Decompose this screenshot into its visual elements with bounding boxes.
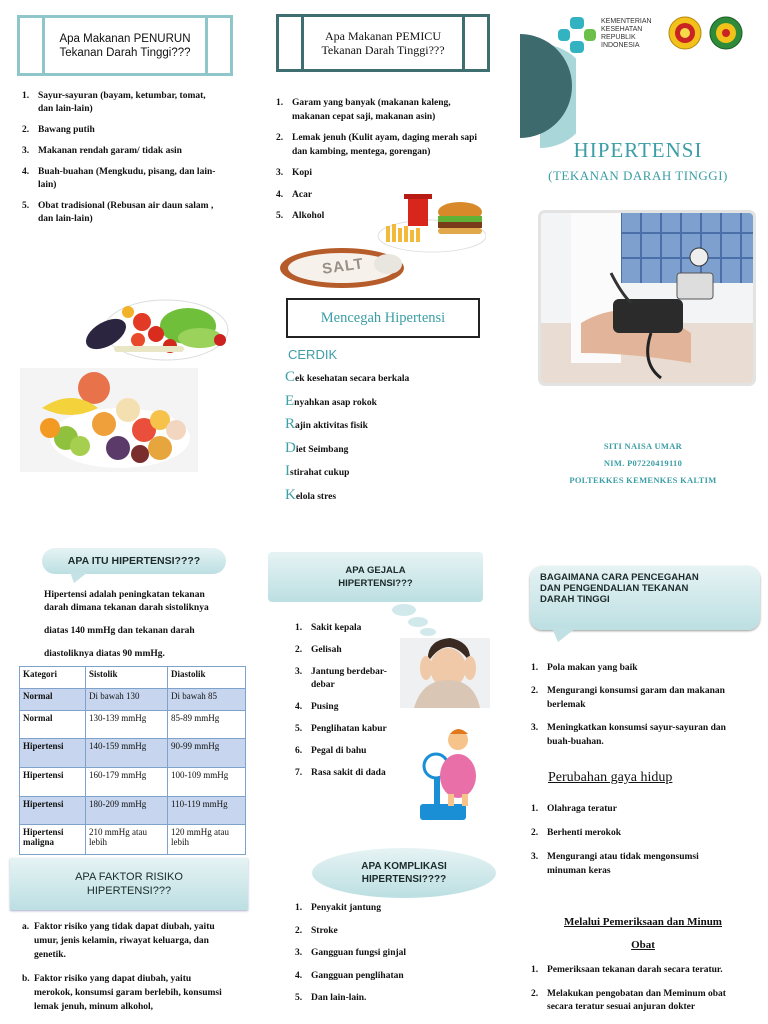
list-item: 1. Pola makan yang baik bbox=[531, 663, 638, 673]
complication-list bbox=[295, 902, 465, 1005]
regional-seal-icon bbox=[709, 16, 743, 50]
lifestyle-list bbox=[531, 802, 731, 878]
list-item: 2. Lemak jenuh (Kulit ayam, daging merah sapi dan kambing, mentega, gorengan) bbox=[276, 133, 478, 157]
ministry-name: KEMENTERIAN KESEHATAN REPUBLIK INDONESIA bbox=[601, 18, 652, 49]
list-item: 4. Gangguan penglihatan bbox=[295, 970, 404, 981]
table-row: Hipertensi maligna 210 mmHg atau lebih 120 mmHg atau lebih bbox=[20, 825, 246, 855]
cerdik-item: Kelola stres bbox=[285, 486, 337, 503]
list-item: 4. Buah-buahan (Mengkudu, pisang, dan lain-lain) bbox=[22, 167, 216, 190]
panel2-title-box bbox=[276, 14, 490, 72]
list-item: 4. Pusing bbox=[295, 702, 339, 712]
lowering-foods-list bbox=[22, 90, 222, 226]
list-item: 3. Gangguan fungsi ginjal bbox=[295, 948, 407, 958]
blood-pressure-photo bbox=[541, 213, 753, 383]
list-item: 5. Alkohol bbox=[276, 211, 325, 221]
list-item: 6. Pegal di bahu bbox=[295, 746, 367, 756]
ministry-logo-icon bbox=[556, 15, 598, 55]
headache-woman-image bbox=[400, 638, 490, 708]
vegetables-image bbox=[78, 290, 230, 372]
symptom-list bbox=[295, 622, 405, 780]
panel1-title-line1: Apa Makanan PENURUN bbox=[59, 32, 191, 45]
list-item: 1. Olahraga teratur bbox=[531, 804, 617, 814]
list-item: 5. Penglihatan kabur bbox=[295, 724, 387, 734]
fruits-image bbox=[20, 368, 198, 472]
table-row: Hipertensi 140-159 mmHg 90-99 mmHg bbox=[20, 739, 246, 768]
list-item: 2. Berhenti merokok bbox=[531, 828, 621, 838]
definition-text: Hipertensi adalah peningkatan tekanan darah dimana tekanan darah sistoliknya diatas 140 mmHg dan tekanan darah diastoliknya diatas 90 mmHg. bbox=[44, 590, 209, 659]
bubble-tail bbox=[552, 628, 578, 644]
prevent-title: Mencegah Hipertensi bbox=[320, 309, 446, 326]
what-is-heading: APA ITU HIPERTENSI???? bbox=[42, 548, 226, 574]
poltekkes-seal-icon bbox=[668, 16, 702, 50]
symptom-heading: APA GEJALA HIPERTENSI??? bbox=[268, 552, 483, 602]
lifestyle-title: Perubahan gaya hidup bbox=[548, 770, 673, 785]
complication-heading: APA KOMPLIKASI HIPERTENSI???? bbox=[312, 848, 496, 898]
table-header-row: Kategori Sistolik Diastolik bbox=[20, 667, 246, 689]
list-item: 2. Mengurangi konsumsi garam dan makanan berlemak bbox=[531, 686, 725, 710]
cerdik-item: Enyahkan asap rokok bbox=[285, 392, 377, 409]
list-item: 1. Penyakit jantung bbox=[295, 903, 381, 913]
list-item: 3. Jantung berdebar-debar bbox=[295, 667, 387, 690]
prevent-title-box bbox=[286, 298, 480, 338]
list-item: 5. Obat tradisional (Rebusan air daun salam , dan lain-lain) bbox=[22, 201, 214, 224]
cerdik-item: Diet Seimbang bbox=[285, 439, 349, 456]
list-item: a. Faktor risiko yang tidak dapat diubah, yaitu umur, jenis kelamin, riwayat keluarga, dan genetik. bbox=[22, 922, 215, 960]
risk-factor-list bbox=[22, 920, 222, 1014]
list-item: 1. Garam yang banyak (makanan kaleng, makanan cepat saji, makanan asin) bbox=[276, 98, 451, 122]
list-item: 1. Sakit kepala bbox=[295, 623, 362, 633]
table-row: Normal Di bawah 130 Di bawah 85 bbox=[20, 689, 246, 711]
bubble-tail bbox=[70, 572, 90, 584]
list-item: 3. Meningkatkan konsumsi sayur-sayuran dan buah-buahan. bbox=[531, 723, 726, 747]
check-list bbox=[531, 964, 731, 1015]
weight-scale-cartoon bbox=[416, 728, 488, 822]
check-title: Melalui Pemeriksaan dan Minum Obat bbox=[564, 916, 722, 951]
cerdik-list bbox=[285, 368, 485, 509]
table-row: Hipertensi 160-179 mmHg 100-109 mmHg bbox=[20, 768, 246, 797]
list-item: 3. Mengurangi atau tidak mengonsumsi minuman keras bbox=[531, 852, 699, 876]
author-institution: POLTEKKES KEMENKES KALTIM bbox=[569, 475, 717, 485]
cover-title: HIPERTENSI bbox=[573, 138, 703, 162]
cerdik-title: CERDIK bbox=[288, 347, 338, 362]
list-item: 2. Bawang putih bbox=[22, 125, 95, 135]
cerdik-item: Rajin aktivitas fisik bbox=[285, 416, 368, 432]
panel1-title-line2: Tekanan Darah Tinggi??? bbox=[59, 46, 191, 59]
cerdik-item: Cek kesehatan secara berkala bbox=[285, 369, 410, 385]
prevention-list bbox=[531, 661, 731, 749]
list-item: 4. Acar bbox=[276, 189, 313, 200]
bp-category-table bbox=[19, 666, 246, 855]
list-item: 2. Melakukan pengobatan dan Meminum obat secara teratur sesuai anjuran dokter bbox=[531, 988, 726, 1012]
table-row: Hipertensi 180-209 mmHg 110-119 mmHg bbox=[20, 797, 246, 825]
cerdik-item: Istirahat cukup bbox=[285, 463, 350, 479]
panel2-title-line1: Apa Makanan PEMICU bbox=[325, 29, 441, 43]
panel2-title-line2: Tekanan Darah Tinggi??? bbox=[321, 43, 445, 57]
list-item: 3. Kopi bbox=[276, 168, 313, 178]
cover-subtitle: (TEKANAN DARAH TINGGI) bbox=[548, 168, 728, 183]
list-item: 5. Dan lain-lain. bbox=[295, 993, 367, 1003]
list-item: 2. Gelisah bbox=[295, 645, 342, 655]
author-nim: NIM. P07220419110 bbox=[603, 458, 683, 468]
list-item: b. Faktor risiko yang dapat diubah, yaitu merokok, konsumsi garam berlebih, konsumsi lemak jenuh, minum alkohol, bbox=[22, 974, 222, 1012]
risk-heading: APA FAKTOR RISIKO HIPERTENSI??? bbox=[10, 858, 248, 910]
list-item: 7. Rasa sakit di dada bbox=[295, 768, 386, 778]
list-item: 1. Pemeriksaan tekanan darah secara teratur. bbox=[531, 965, 723, 975]
list-item: 2. Stroke bbox=[295, 925, 338, 936]
panel1-title-box bbox=[17, 15, 233, 76]
salt-label: SALT bbox=[321, 255, 366, 278]
list-item: 3. Makanan rendah garam/ tidak asin bbox=[22, 146, 182, 156]
table-row: Normal 130-139 mmHg 85-89 mmHg bbox=[20, 711, 246, 739]
author-name: SITI NAISA UMAR bbox=[603, 441, 683, 451]
prevention-heading: BAGAIMANA CARA PENCEGAHAN DAN PENGENDALIAN TEKANAN DARAH TINGGI bbox=[530, 566, 760, 630]
list-item: 1. Sayur-sayuran (bayam, ketumbar, tomat, dan lain-lain) bbox=[22, 91, 206, 114]
